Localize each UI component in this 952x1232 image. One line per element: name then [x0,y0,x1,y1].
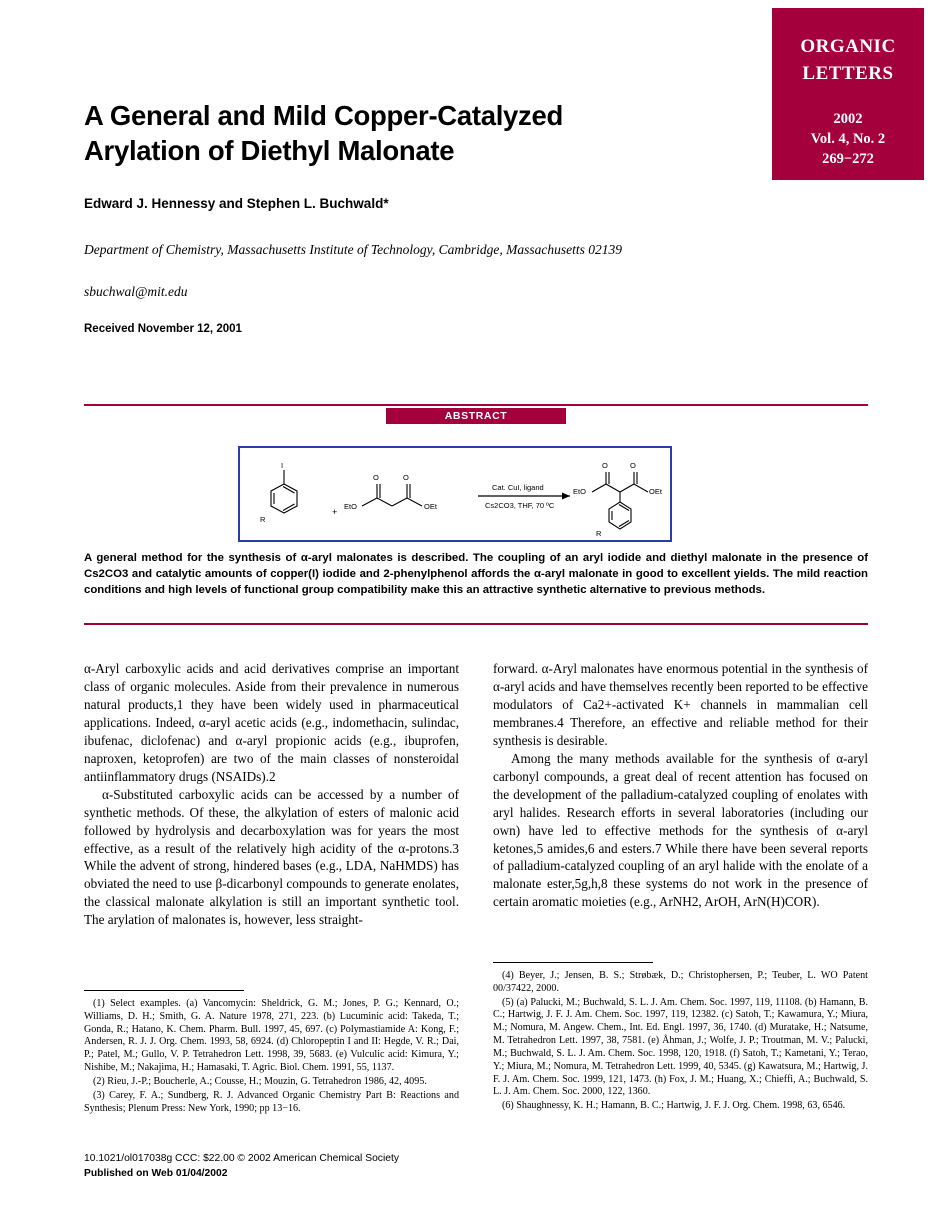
affiliation: Department of Chemistry, Massachusetts Institute of Technology, Cambridge, Massachusetts 02139 [84,242,622,257]
abstract-label: ABSTRACT [386,408,566,424]
body-paragraph: α-Substituted carboxylic acids can be accessed by a number of synthetic methods. Of these, the alkylation of esters of malonic acid followed by hydrolysis and decarboxylation was for years the most effective, as a result of the relatively high acidity of the α-protons.3 While the advent of strong, hindered bases (e.g., LDA, NaHMDS) has obviated the need to use β-dicarbonyl compounds to generate enolates, the classical malonate alkylation is still an important synthetic tool. The arylation of malonates is, however, less straight- [84,786,459,928]
abstract-top-rule [84,404,868,406]
footnote-item: (2) Rieu, J.-P.; Boucherle, A.; Cousse, H.; Mouzin, G. Tetrahedron 1986, 42, 4095. [93,1075,427,1087]
page-footer [84,1152,399,1181]
scheme-label-eto-left: EtO [344,502,357,511]
received-date: Received November 12, 2001 [84,323,242,335]
journal-pages: 269−272 [822,151,874,167]
scheme-label-o4: O [630,461,636,470]
page-title: A General and Mild Copper-Catalyzed Arylation of Diethyl Malonate [84,100,563,167]
scheme-label-o2: O [403,473,409,482]
scheme-reagent-line2: Cs2CO3, THF, 70 ºC [485,501,555,510]
footer-web-date: Published on Web 01/04/2002 [84,1167,228,1179]
journal-year: 2002 [833,111,863,127]
footnote-rule-left [84,990,244,991]
reaction-scheme-figure [238,446,672,542]
scheme-label-o3: O [602,461,608,470]
footnote-item: (1) Select examples. (a) Vancomycin: Sheldrick, G. M.; Jones, P. G.; Kennard, O.; Williams, D. H.; Smith, G. A. Nature 1978, 271, 223. (b) Lucuminic acid: Takeda, T.; Gonda, R.; Hatano, K. Chem. Pharm. Bull. 1997, 45, 697. (c) Polymastiamide A: Kong, F.; Andersen, R. J. J. Org. Chem. 1993, 58, 6924. (d) Chloropeptin I and II: Hegde, V. R.; Dai, P.; Patel, M.; Gullo, V. P. Tetrahedron Lett. 1998, 39, 5683. (e) Vulculic acid: Kimura, Y.; Nishibe, M.; Nakajima, H.; Hamasaki, T. Agric. Biol. Chem. 1991, 55, 1137. [84,998,459,1074]
footnotes-left [84,998,459,1116]
scheme-label-o1: O [373,473,379,482]
author-list: Edward J. Hennessy and Stephen L. Buchwald* [84,196,389,211]
footer-copyright: 10.1021/ol017038g CCC: $22.00 © 2002 American Chemical Society [84,1153,399,1164]
scheme-label-oet-left: OEt [424,502,437,511]
journal-name-line1: ORGANIC [800,36,896,57]
scheme-label-eto-right: EtO [573,487,586,496]
scheme-reagent-line1: Cat. CuI, ligand [492,483,544,492]
scheme-label-iodine: I [281,461,284,470]
abstract-bottom-rule [84,623,868,625]
journal-name-line2: LETTERS [802,63,894,84]
scheme-label-oet-right: OEt [649,487,662,496]
footnotes-right [493,970,868,1114]
corresponding-email[interactable]: sbuchwal@mit.edu [84,284,188,299]
abstract-text: A general method for the synthesis of α-aryl malonates is described. The coupling of an aryl iodide and diethyl malonate in the presence of Cs2CO3 and catalytic amounts of copper(I) iodide and 2-phenylphenol affords the α-aryl malonate in good to excellent yields. The mild reaction conditions and high levels of functional group compatibility make this an attractive synthetic alternative to previous methods. [84,552,868,597]
body-paragraph: α-Aryl carboxylic acids and acid derivatives comprise an important class of organic molecules. Aside from their prevalence in numerous natural products,1 they have been widely used in pharmaceutical applications. Indeed, α-aryl acetic acids (e.g., indomethacin, sulindac, ibufenac, diclofenac) and α-aryl propionic acids (e.g., ibuprofen, naproxen, ketoprofen) are two of the main classes of nonsteroidal antiinflammatory drugs (NSAIDs).2 [84,661,459,784]
scheme-label-r-left: R [260,515,266,524]
footnote-item: (5) (a) Palucki, M.; Buchwald, S. L. J. Am. Chem. Soc. 1997, 119, 11108. (b) Hamann, B. C.; Hartwig, J. F. J. Am. Chem. Soc. 1997, 119, 12382. (c) Satoh, T.; Kawamura, Y.; Miura, M.; Nomura, M. Angew. Chem., Int. Ed. Engl. 1997, 36, 1740. (d) Muratake, H.; Natsume, M. Tetrahedron Lett. 1997, 38, 7581. (e) Åhman, J.; Wolfe, J. P.; Troutman, M. V.; Palucki, M.; Buchwald, S. L. J. Am. Chem. Soc. 1998, 120, 1918. (f) Satoh, T.; Kametani, Y.; Terao, Y.; Miura, M.; Nomura, M. Tetrahedron Lett. 1999, 40, 5345. (g) Kawatsura, M.; Hartwig, J. F. J. Am. Chem. Soc. 1999, 121, 1473. (h) Fox, J. M.; Huang, X.; Chieffi, A.; Buchwald, S. L. J. Am. Chem. Soc. 2000, 122, 1360. [493,996,868,1098]
footnote-item: (4) Beyer, J.; Jensen, B. S.; Strøbæk, D.; Christophersen, P.; Teuber, L. WO Patent 00/37422, 2000. [493,970,868,994]
scheme-label-r-right: R [596,529,602,536]
footnote-item: (6) Shaughnessy, K. H.; Hamann, B. C.; Hartwig, J. F. J. Org. Chem. 1998, 63, 6546. [502,1100,846,1112]
body-column-right [493,660,868,911]
body-paragraph: forward. α-Aryl malonates have enormous potential in the synthesis of α-aryl acids and have themselves recently been reported to be effective modulators of Ca2+-activated K+ channels in mammalian cell membranes.4 Therefore, an effective and reliable method for their synthesis is desirable. [493,661,868,748]
journal-volume: Vol. 4, No. 2 [810,131,886,147]
footnote-rule-right [493,962,653,963]
scheme-label-plus: + [332,507,338,517]
body-column-left [84,660,459,929]
body-paragraph: Among the many methods available for the synthesis of α-aryl carbonyl compounds, a great deal of recent attention has focused on the development of the palladium-catalyzed coupling of enolates with aryl halides. Research efforts in several laboratories (including our own) have led to effective methods for the synthesis of α-aryl ketones,5 amides,6 and esters.7 While there have been several reports of palladium-catalyzed coupling of an aryl halide with the enolate of a malonate ester,5g,h,8 these systems do not work in the presence of certain aromatic moieties (e.g., ArNH2, ArOH, ArN(H)COR). [493,750,868,910]
footnote-item: (3) Carey, F. A.; Sundberg, R. J. Advanced Organic Chemistry Part B: Reactions and Synthesis; Plenum Press: New York, 1990; pp 13−16. [84,1089,459,1114]
journal-masthead [772,8,924,180]
